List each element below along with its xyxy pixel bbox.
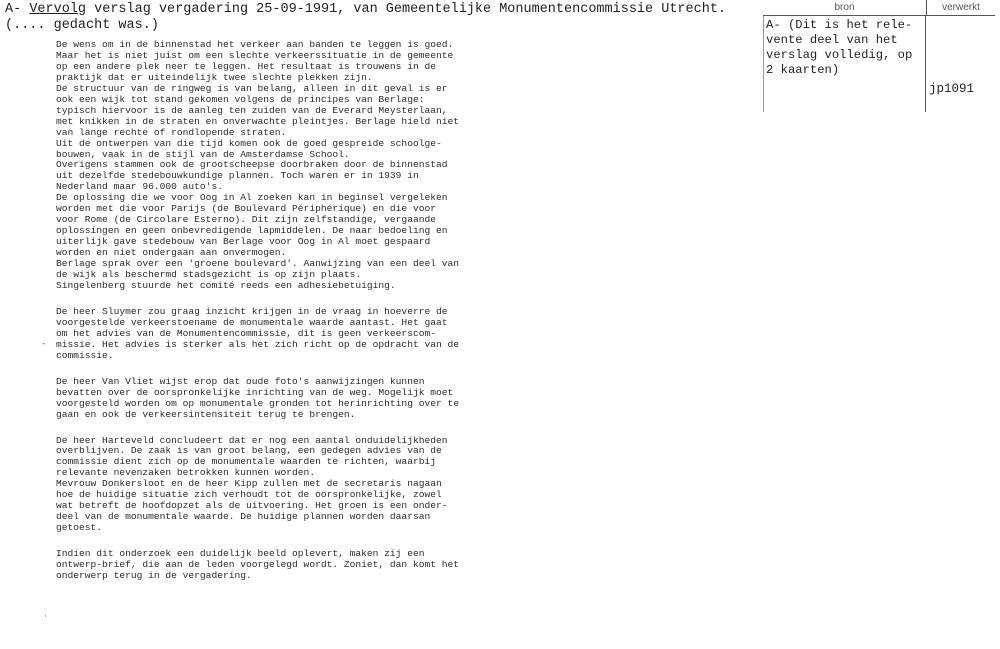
body-line: Overigens stammen ook de grootscheepse doorbraken door de binnenstad <box>56 159 448 171</box>
body-line: deel van de monumentale waarde. De huidige plannen worden daarsan <box>56 511 431 523</box>
body-line: bouwen, vaak in de stijl van de Amsterdamse School. <box>56 148 350 160</box>
header-bron: bron <box>763 0 927 15</box>
body-line: Berlage sprak over een 'groene boulevard'. Aanwijzing van een deel van <box>56 258 460 270</box>
body-line: missie. Het advies is sterker als het zich richt op de opdracht van de <box>56 338 460 350</box>
body-line: de wijk als beschermd stadsgezicht is op zijn plaats. <box>56 269 362 281</box>
body-line: De heer Sluymer zou graag inzicht krijgen in de vraag in hoeverre de <box>56 305 448 317</box>
body-line: voor Rome (de Circolare Esterno). Dit zijn zelfstandige, vergaande <box>56 214 436 226</box>
paragraph-gap <box>56 421 746 436</box>
paragraph-gap <box>56 292 746 307</box>
body-line: bevatten over de oorspronkelijke inrichting van de weg. Mogelijk moet <box>56 386 454 398</box>
body-line: om het advies van de Monumentencommissie, dit is geen verkeerscom- <box>56 327 436 339</box>
body-line: worden en niet ondergaan aan onvermogen. <box>56 247 287 259</box>
paragraph-gap <box>56 534 746 549</box>
verwerkt-code: jp1091 <box>929 82 975 96</box>
paragraph-gap <box>56 362 746 377</box>
bron-line: vente deel van het <box>766 33 898 47</box>
body-line: getoest. <box>56 522 103 534</box>
heading-title-rest: verslag vergadering 25-09-1991, van Gemeentelijke Monumentencommissie Utrecht. <box>86 2 727 17</box>
body-line: voorgestelde verkeerstoename de monumentale waarde aantast. Het gaat <box>56 316 448 328</box>
body-line: Uit de ontwerpen van die tijd komen ook de goed gespreide schoolge- <box>56 137 442 149</box>
body-line: wat betreft de hoofdopzet als de uitvoering. Het groen is een onder- <box>56 500 448 512</box>
body-line: gaan en ook de verkeersintensiteit terug te brengen. <box>56 408 356 420</box>
body-line: uit dezelfde stedebouwkundige plannen. Toch waren er in 1939 in <box>56 170 419 182</box>
source-table <box>763 0 995 112</box>
body-line: ook een wijk tot stand gekomen volgens de principes van Berlage: <box>56 93 425 105</box>
body-line: ontwerp-brief, die aan de leden voorgelegd wordt. Zoniet, dan komt het <box>56 559 460 571</box>
bron-cell <box>763 16 926 112</box>
body-line: voorgesteld worden om op monumentale gronden tot herinrichting over te <box>56 397 460 409</box>
heading-underlined-word: Vervolg <box>29 2 87 17</box>
body-line: op een andere plek neer te leggen. Het resultaat is trouwens in de <box>56 60 436 72</box>
body-line: typisch hiervoor is de aanleg ten zuiden van de Everard Meysterlaan, <box>56 104 448 116</box>
body-line: De heer Van Vliet wijst erop dat oude foto's aanwijzingen kunnen <box>56 375 425 387</box>
body-line: De heer Harteveld concludeert dat er nog een aantal onduidelijkheden <box>56 434 448 446</box>
body-line: uiterlijk gave stedebouw van Berlage voor Oog in Al moet gespaard <box>56 236 431 248</box>
body-line: praktijk dat er uiteindelijk twee slechte plekken zijn. <box>56 71 373 83</box>
body-line: commissie dient zich op de monumentale waarden te richten, waarbij <box>56 456 436 468</box>
document-heading <box>5 2 745 34</box>
verwerkt-cell <box>926 16 994 112</box>
heading-line-2: (.... gedacht was.) <box>5 18 159 33</box>
source-table-header <box>763 0 995 16</box>
body-line: De structuur van de ringweg is van belang, alleen in dit geval is er <box>56 82 448 94</box>
body-line: Indien dit onderzoek een duidelijk beeld oplevert, maken zij een <box>56 548 425 560</box>
source-table-row <box>763 16 995 112</box>
body-line: onderwerp terug in de vergadering. <box>56 569 252 581</box>
bron-line: 2 kaarten) <box>766 63 840 77</box>
body-line: Maar het is niet juist om een slechte verkeerssituatie in de gemeente <box>56 49 454 61</box>
body-line: Mevrouw Donkersloot en de heer Kipp zullen met de secretaris nagaan <box>56 478 442 490</box>
body-line: De wens om in de binnenstad het verkeer aan banden te leggen is goed. <box>56 39 454 50</box>
body-line: van lange rechte of rondlopende straten. <box>56 126 287 138</box>
bron-line: A- (Dit is het rele- <box>766 18 913 32</box>
body-line: De oplossing die we voor Oog in Al zoeken kan in beginsel vergeleken <box>56 192 448 204</box>
body-line: Nederland maar 96.000 auto's. <box>56 181 223 193</box>
body-line: relevante nevenzaken betrokken kunnen worden. <box>56 467 316 479</box>
body-line: met knikken in de straten en onverwachte pleintjes. Berlage hield niet <box>56 115 460 127</box>
body-line: overblijven. De zaak is van groot belang, een gedegen advies van de <box>56 445 442 457</box>
body-line: hoe de huidige situatie zich verhoudt tot de oorspronkelijke, zowel <box>56 489 442 501</box>
bron-line: verslag volledig, op <box>766 48 913 62</box>
heading-prefix: A- <box>5 2 30 17</box>
body-line: oplossingen en geen onbevredigende lapmiddelen. De naar bedoeling en <box>56 225 448 237</box>
minutes-body <box>56 40 746 582</box>
body-line: worden met die voor Parijs (de Boulevard Périphérique) en die voor <box>56 203 436 215</box>
header-verwerkt: verwerkt <box>942 2 980 13</box>
margin-mark: - <box>42 339 46 349</box>
body-line: Singelenberg stuurde het comité reeds een adhesiebetuiging. <box>56 279 396 291</box>
margin-mark: · <box>44 612 47 622</box>
body-line: commissie. <box>56 349 114 361</box>
